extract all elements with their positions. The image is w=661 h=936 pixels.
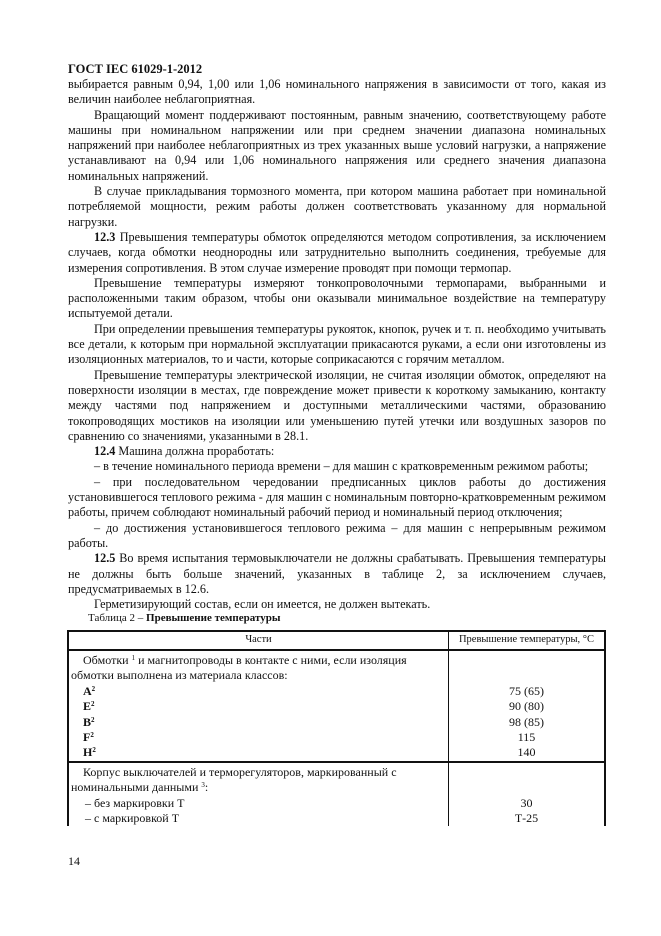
row-label: – без маркировки Т: [68, 796, 449, 811]
temperature-value: 115: [449, 730, 606, 745]
column-header-temperature: Превышение температуры, °С: [449, 631, 606, 650]
switch-housing-description: Корпус выключателей и терморегуляторов, маркированный с номинальными данными $^3$:: [68, 762, 449, 796]
clause-text: Машина должна проработать:: [115, 444, 275, 459]
table-row: [68, 811, 605, 826]
column-header-parts: Части: [68, 631, 449, 650]
insulation-class: $A^2$: [68, 684, 449, 699]
clause-text: Во время испытания термовыключатели не должны срабатывать. Превышения температуры не должны быть больше значений, указанных в таблице 2, за исключением случаев, предусматриваемых в 12.6.: [68, 551, 606, 596]
paragraph: Герметизирующий состав, если он имеется, не должен вытекать.: [94, 597, 431, 612]
row-label: – с маркировкой Т: [68, 811, 449, 826]
clause-number: 12.5: [94, 551, 116, 566]
clause-number: 12.3: [94, 229, 116, 244]
list-item: – до достижения установившегося теплового режима – для машин с непрерывным режимом работы.: [68, 520, 606, 550]
table-row: [68, 730, 605, 745]
temperature-value: 98 (85): [449, 715, 606, 730]
table-row: [68, 762, 605, 796]
clause-text: Превышения температуры обмоток определяются методом сопротивления, за исключением случаев, когда обмотки неоднородны или затруднительно выполнить соединения, требуемые для измерения сопротивления. В этом случае измерение проводят при помощи термопар.: [68, 229, 606, 275]
table-row: [68, 650, 605, 684]
paragraph: Превышение температуры электрической изоляции, не считая изоляции обмоток, определяют на поверхности изоляции в местах, где повреждение может привести к короткому замыканию, контакту между частями под напряжением и доступными металлическими частями, образованию токопроводящих мостиков на изоляции или уменьшению путей утечки или воздушных зазоров по сравнению со значениями, указанными в 28.1.: [68, 367, 606, 443]
paragraph: Превышение температуры измеряют тонкопроволочными термопарами, выбранными и расположенными таким образом, чтобы они оказывали минимальное воздействие на температуру испытуемой детали.: [68, 275, 606, 321]
insulation-class: $E^2$: [68, 699, 449, 714]
insulation-class: $H^2$: [68, 745, 449, 761]
table-header-row: [68, 631, 605, 650]
temperature-value: 140: [449, 745, 606, 761]
temperature-rise-table: [67, 630, 606, 826]
windings-description: Обмотки $^1$ и магнитопроводы в контакте с ними, если изоляция обмотки выполнена из материала классов:: [68, 650, 449, 684]
temperature-value: 30: [449, 796, 606, 811]
table-row: [68, 745, 605, 761]
temperature-value: 75 (65): [449, 684, 606, 699]
clause-12-3: [68, 230, 606, 276]
temperature-value: 90 (80): [449, 699, 606, 714]
page-number: 14: [68, 854, 80, 868]
list-item: – в течение номинального периода времени – для машин с кратковременным режимом работы;: [94, 459, 589, 474]
list-item: – при последовательном чередовании предписанных циклов работы до достижения установившегося теплового режима - для машин с номинальным повторно-кратковременным режимом работы, причем соблюдают номинальный рабочий период и номинальный период отключения;: [68, 474, 606, 520]
standard-id: ГОСТ IEC 61029-1-2012: [68, 62, 203, 76]
table-row: [68, 715, 605, 730]
clause-12-4: [68, 444, 606, 459]
table-row: [68, 699, 605, 714]
document-body: [68, 62, 606, 612]
table-row: [68, 684, 605, 699]
table-row: [68, 796, 605, 811]
clause-12-5: [68, 551, 606, 597]
paragraph: Вращающий момент поддерживают постоянным, равным значению, соответствующему работе машины при номинальном напряжении или при среднем значении диапазона номинальных напряжений при наиболее неблагоприятных из трех указанных выше условий нагрузки, а напряжение устанавливают на 0,94 или 1,06 номинального напряжения или среднего значения диапазона номинальных напряжений.: [68, 107, 606, 183]
paragraph: выбирается равным 0,94, 1,00 или 1,06 номинального напряжения в зависимости от того, какая из величин наиболее неблагоприятная.: [68, 77, 606, 107]
table-caption: Таблица 2 – Превышение температуры: [88, 612, 281, 624]
table-title: Превышение температуры: [146, 612, 281, 624]
temperature-value: Т-25: [449, 811, 606, 826]
clause-number: 12.4: [94, 444, 116, 459]
paragraph: При определении превышения температуры рукояток, кнопок, ручек и т. п. необходимо учитывать все детали, к которым при нормальной эксплуатации прикасаются руками, а если они изготовлены из изоляционных материалов, то и части, которые соприкасаются с горячим металлом.: [68, 321, 606, 367]
insulation-class: $F^2$: [68, 730, 449, 745]
insulation-class: $B^2$: [68, 715, 449, 730]
paragraph: В случае прикладывания тормозного момента, при котором машина работает при номинальной потребляемой мощности, режим работы должен соответствовать указанному для нормальной нагрузки.: [68, 184, 606, 229]
